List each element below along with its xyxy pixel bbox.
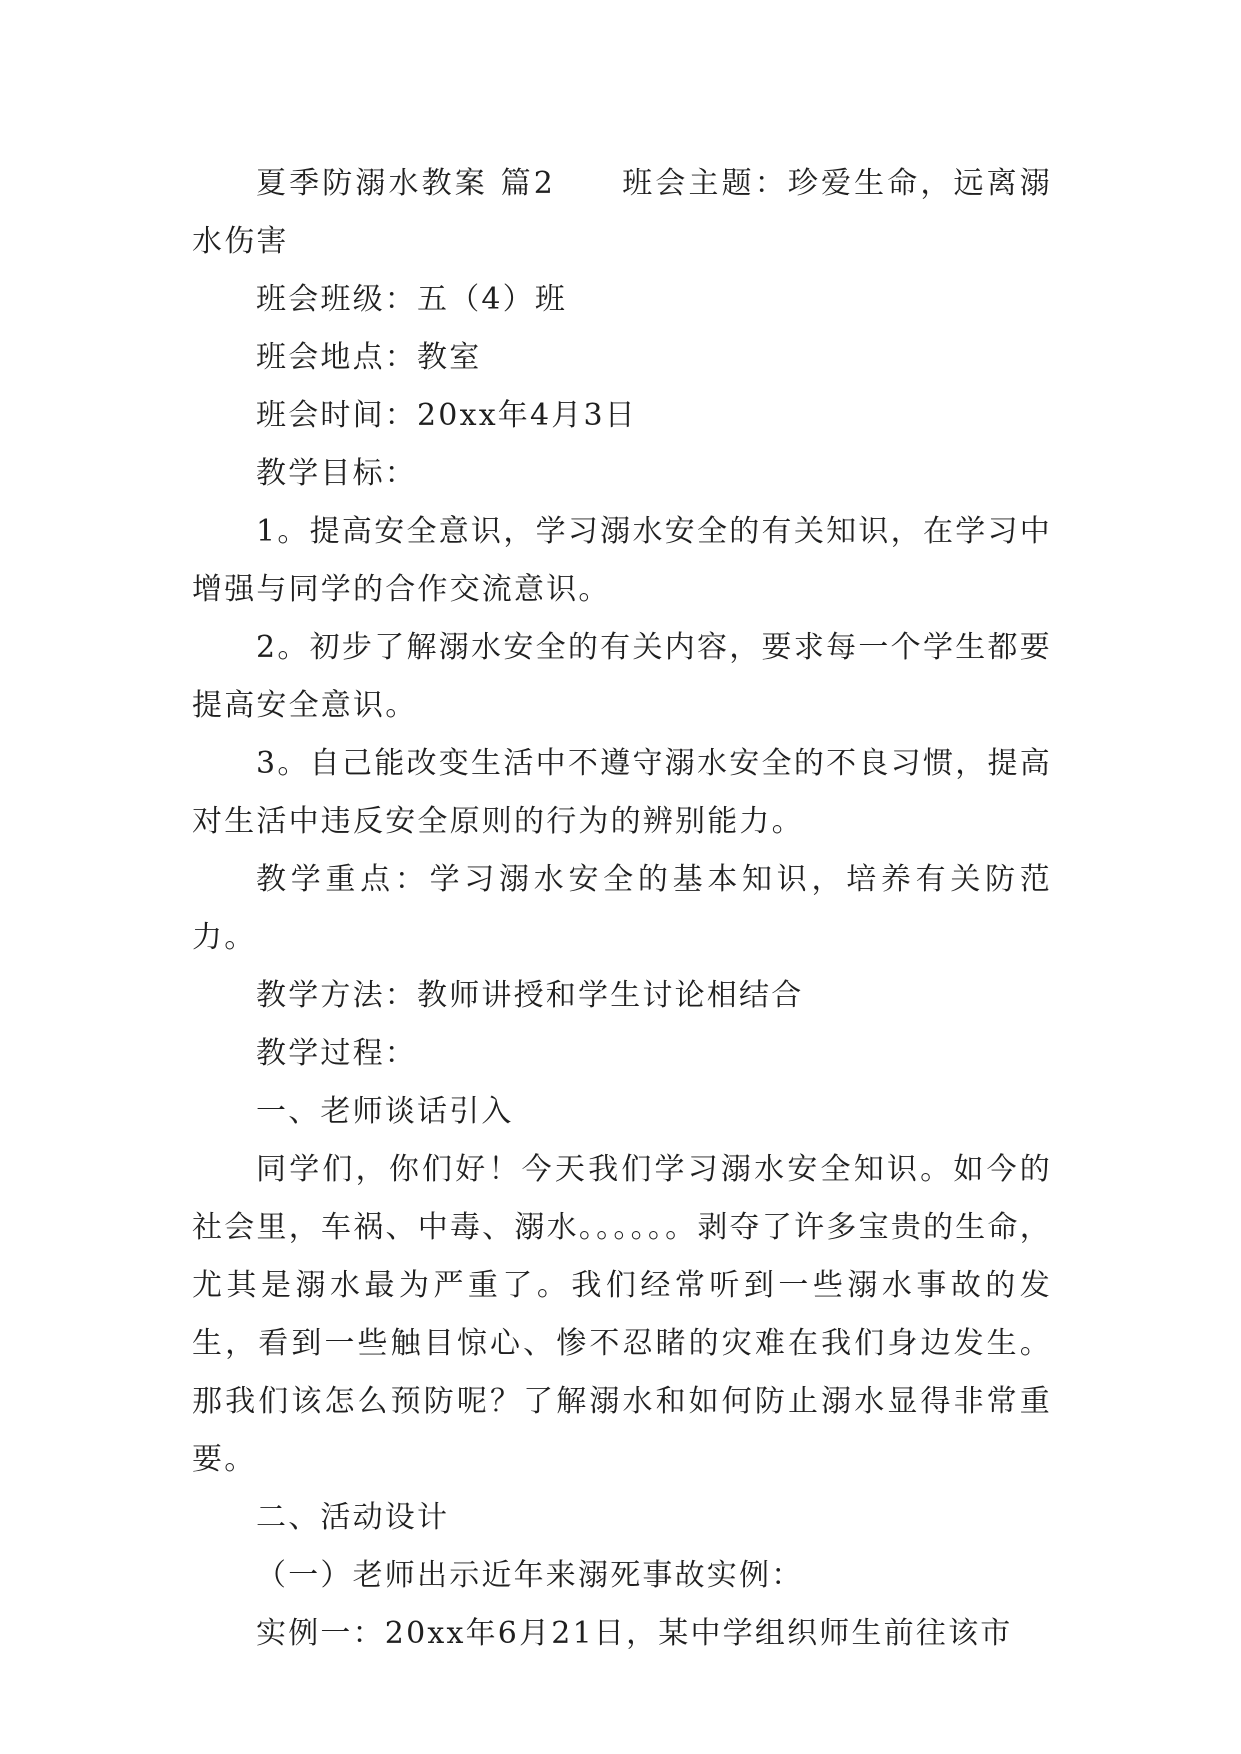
key-points-paragraph: 教学重点：学习溺水安全的基本知识，培养有关防范力。 — [192, 862, 1052, 955]
goal-item-3: 3。自己能改变生活中不遵守溺水安全的不良习惯，提高对生活中违反安全原则的行为的辨别能力。 — [192, 746, 1052, 839]
section-2-heading: 二、活动设计 — [256, 1500, 450, 1535]
time-paragraph: 班会时间：20xx年4月3日 — [256, 398, 637, 433]
goal-item-1: 1。提高安全意识，学习溺水安全的有关知识，在学习中增强与同学的合作交流意识。 — [192, 514, 1052, 607]
subsection-1-heading: （一）老师出示近年来溺死事故实例： — [256, 1558, 804, 1593]
goals-heading: 教学目标： — [256, 456, 417, 491]
method-paragraph: 教学方法：教师讲授和学生讨论相结合 — [256, 978, 804, 1013]
document-body — [192, 155, 1052, 1663]
goal-item-2: 2。初步了解溺水安全的有关内容，要求每一个学生都要提高安全意识。 — [192, 630, 1052, 723]
example-1-paragraph: 实例一：20xx年6月21日，某中学组织师生前往该市 — [256, 1616, 1013, 1651]
intro-paragraph: 同学们，你们好！今天我们学习溺水安全知识。如今的社会里，车祸、中毒、溺水。。。。。。剥夺了许多宝贵的生命，尤其是溺水最为严重了。我们经常听到一些溺水事故的发生，看到一些触目惊心、惨不忍睹的灾难在我们身边发生。那我们该怎么预防呢？了解溺水和如何防止溺水显得非常重要。 — [192, 1152, 1052, 1477]
process-heading: 教学过程： — [256, 1036, 417, 1071]
location-paragraph: 班会地点：教室 — [256, 340, 482, 375]
section-1-heading: 一、老师谈话引入 — [256, 1094, 514, 1129]
heading-paragraph: 夏季防溺水教案 篇2 班会主题：珍爱生命，远离溺水伤害 — [192, 166, 1052, 259]
class-info-paragraph: 班会班级：五（4）班 — [256, 282, 568, 317]
